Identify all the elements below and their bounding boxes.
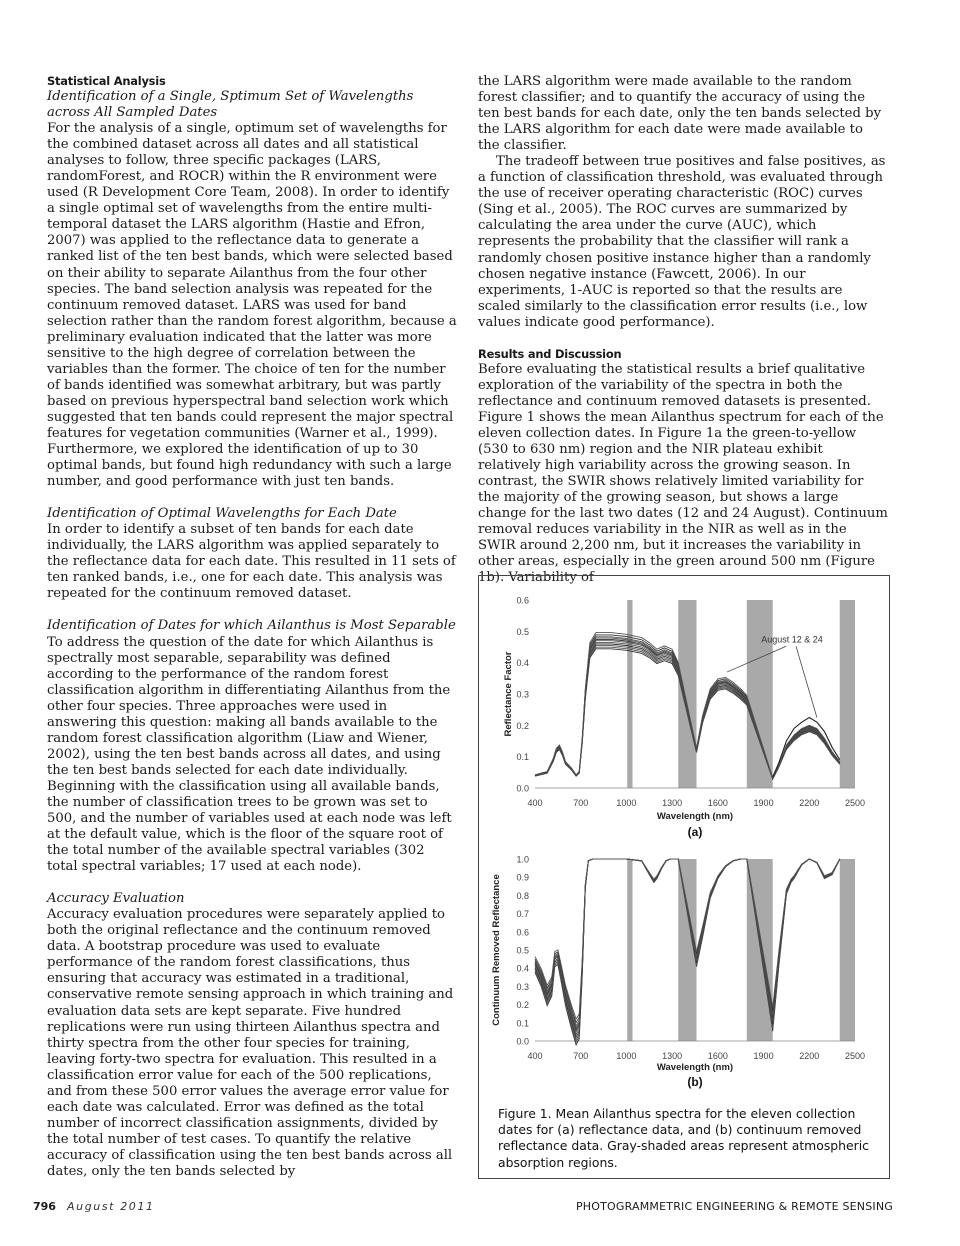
y-tick-label: 0.3: [516, 981, 529, 992]
x-tick-label: 1600: [707, 1051, 728, 1061]
y-tick-label: 0.6: [516, 927, 529, 938]
x-tick-label: 1300: [662, 798, 683, 808]
absorption-region: [678, 600, 696, 788]
x-tick-label: 400: [527, 798, 543, 808]
issue-date: August 2011: [67, 1200, 155, 1213]
figure-1: [478, 575, 890, 1179]
x-tick-label: 1300: [662, 1051, 683, 1061]
subsection-title-separable-dates: Identification of Dates for which Ailanthus is Most Separable: [47, 618, 456, 634]
x-tick-label: 700: [573, 798, 589, 808]
x-tick-label: 2500: [844, 798, 866, 808]
y-tick-label: 0.1: [516, 1018, 529, 1029]
gap-region: [627, 600, 632, 788]
section-heading-statistical-analysis: Statistical Analysis: [47, 74, 166, 88]
x-tick-label: 1900: [753, 1051, 774, 1061]
figure-1-charts: [479, 576, 891, 1180]
paragraph-each-date: In order to identify a subset of ten bands for each date individually, the LARS algorithm was applied separately to the reflectance data for each date. This resulted in 11 sets of ten ranked bands, i.e., one for each date. This analysis was repeated for the continuum removed dataset.: [47, 522, 456, 602]
x-tick-label: 700: [573, 1051, 589, 1061]
panel-label: (a): [687, 825, 703, 839]
paragraph-single-optimum: For the analysis of a single, optimum set of wavelengths for the combined dataset across all dates and all statistical analyses to follow, three specific packages (LARS, randomForest, and ROCR) within the R environment were used (R Development Core Team, 2008). In order to identify a single optimal set of wavelengths from the entire multi-temporal dataset the LARS algorithm (Hastie and Efron, 2007) was applied to the reflectance data to generate a ranked list of the ten best bands, which were selected based on their ability to separate Ailanthus from the four other species. The band selection analysis was repeated for the continuum removed dataset. LARS was used for band selection rather than the random forest algorithm, because a preliminary evaluation indicated that the latter was more sensitive to the high degree of correlation between the variables than the former. The choice of ten for the number of bands identified was somewhat arbitrary, but was partly based on previous hyperspectral band selection work which suggested that ten bands could represent the major spectral features for vegetation communities (Warner et al., 1999). Furthermore, we explored the identification of up to 30 optimal bands, but found high redundancy with such a large number, and good performance with just ten bands.: [47, 121, 457, 490]
y-tick-label: 0.3: [516, 689, 529, 700]
y-tick-label: 0.5: [516, 626, 529, 637]
y-axis-label: Reflectance Factor: [503, 651, 514, 737]
x-tick-label: 1000: [616, 1051, 637, 1061]
absorption-region: [747, 600, 773, 788]
y-tick-label: 1.0: [516, 854, 529, 865]
y-tick-label: 0.6: [516, 595, 529, 606]
annotation-label: August 12 & 24: [761, 634, 823, 645]
absorption-region: [840, 600, 855, 788]
x-tick-label: 1600: [707, 798, 728, 808]
paragraph-separable-dates: To address the question of the date for which Ailanthus is spectrally most separable, separability was defined according to the performance of the random forest classification algorithm in differentiating Ailanthus from the other four species. Three approaches were used in answering this question: making all bands available to the random forest classification algorithm (Liaw and Wiener, 2002), using the ten best bands across all dates, and using the ten best bands selected for each date individually. Beginning with the classification using all available bands, the number of classification trees to be grown was set to 500, and the number of variables used at each node was left at the default value, which is the floor of the square root of the total number of the available spectral variables (302 total spectral variables; 17 used at each node).: [47, 634, 452, 875]
y-tick-label: 0.4: [516, 658, 529, 669]
y-tick-label: 0.9: [516, 872, 529, 883]
y-tick-label: 0.7: [516, 909, 529, 920]
journal-name: PHOTOGRAMMETRIC ENGINEERING & REMOTE SENSING: [575, 1200, 893, 1213]
y-tick-label: 0.0: [516, 1036, 529, 1047]
y-tick-label: 0.4: [516, 963, 529, 974]
y-tick-label: 0.1: [516, 752, 529, 763]
y-tick-label: 0.2: [516, 1000, 529, 1011]
section-heading-results: Results and Discussion: [478, 346, 622, 361]
x-axis-label: Wavelength (nm): [656, 811, 734, 822]
x-axis-label: Wavelength (nm): [656, 1062, 734, 1073]
left-column: [47, 74, 459, 1180]
gap-region: [627, 859, 632, 1041]
panel-label: (b): [687, 1075, 703, 1089]
annotation-arrow: [796, 646, 817, 717]
y-tick-label: 0.8: [516, 890, 529, 901]
paragraph-accuracy-evaluation: Accuracy evaluation procedures were separately applied to both the original reflectance and the continuum removed data. A bootstrap procedure was used to evaluate performance of the random forest classifications, thus ensuring that accuracy was estimated in a traditional, conservative remote sensing approach in which training and evaluation data sets are kept separate. Five hundred replications were run using thirteen Ailanthus spectra and thirty spectra from the other four species for training, leaving forty-two spectra for evaluation. This resulted in a classification error value for each of the 500 replications, and from these 500 error values the average error value for each date was calculated. Error was defined as the total number of incorrect classification assignments, divided by the total number of test cases. To quantify the relative accuracy of classification using the ten best bands across all dates, only the ten bands selected by: [47, 907, 454, 1179]
x-tick-label: 400: [527, 1051, 543, 1061]
absorption-region: [840, 859, 855, 1041]
paragraph-roc: The tradeoff between true positives and false positives, as a function of classification threshold, was evaluated through the use of receiver operating characteristic (ROC) curves (Sing et al., 2005). The ROC curves are summarized by calculating the area under the curve (AUC), which represents the probability that the classifier will rank a randomly chosen positive instance higher than a randomly chosen negative instance (Fawcett, 2006). In our experiments, 1-AUC is reported so that the results are scaled similarly to the classification error results (i.e., low values indicate good performance).: [478, 154, 886, 330]
right-column: [478, 74, 888, 586]
y-axis-label: Continuum Removed Reflectance: [491, 874, 502, 1026]
x-tick-label: 1000: [616, 798, 637, 808]
x-tick-label: 2500: [844, 1051, 866, 1061]
x-tick-label: 1900: [753, 798, 774, 808]
paragraph-results: Before evaluating the statistical results a brief qualitative exploration of the variability of the spectra in both the reflectance and continuum removed datasets is presented. Figure 1 shows the mean Ailanthus spectrum for each of the eleven collection dates. In Figure 1a the green-to-yellow (530 to 630 nm) region and the NIR plateau exhibit relatively high variability across the growing season. In contrast, the SWIR shows relatively limited variability for the majority of the growing season, but shows a large change for the last two dates (12 and 24 August). Continuum removal reduces variability in the NIR as well as in the SWIR around 2,200 nm, but it increases the variability in other areas, especially in the green around 500 nm (Figure 1b). Variability of: [478, 361, 888, 586]
y-tick-label: 0.0: [516, 783, 529, 794]
x-tick-label: 2200: [799, 798, 820, 808]
figure-caption: Figure 1. Mean Ailanthus spectra for the eleven collection dates for (a) reflectance data, and (b) continuum removed reflectance data. Gray-shaded areas represent atmospheric absorption regions.: [498, 1106, 869, 1170]
subsection-title-single-optimum: Identification of a Single, Sptimum Set of Wavelengths across All Sampled Dates: [47, 89, 414, 121]
paragraph-continued: the LARS algorithm were made available to the random forest classifier; and to quantify the accuracy of using the ten best bands for each date, only the ten bands selected by the LARS algorithm for each date were made available to the classifier.: [478, 74, 882, 154]
page-footer: [33, 1200, 893, 1218]
y-tick-label: 0.2: [516, 720, 529, 731]
subsection-title-accuracy-evaluation: Accuracy Evaluation: [47, 891, 185, 907]
page-number: 796: [33, 1200, 56, 1213]
subsection-title-each-date: Identification of Optimal Wavelengths for Each Date: [47, 506, 397, 522]
y-tick-label: 0.5: [516, 945, 529, 956]
x-tick-label: 2200: [799, 1051, 820, 1061]
